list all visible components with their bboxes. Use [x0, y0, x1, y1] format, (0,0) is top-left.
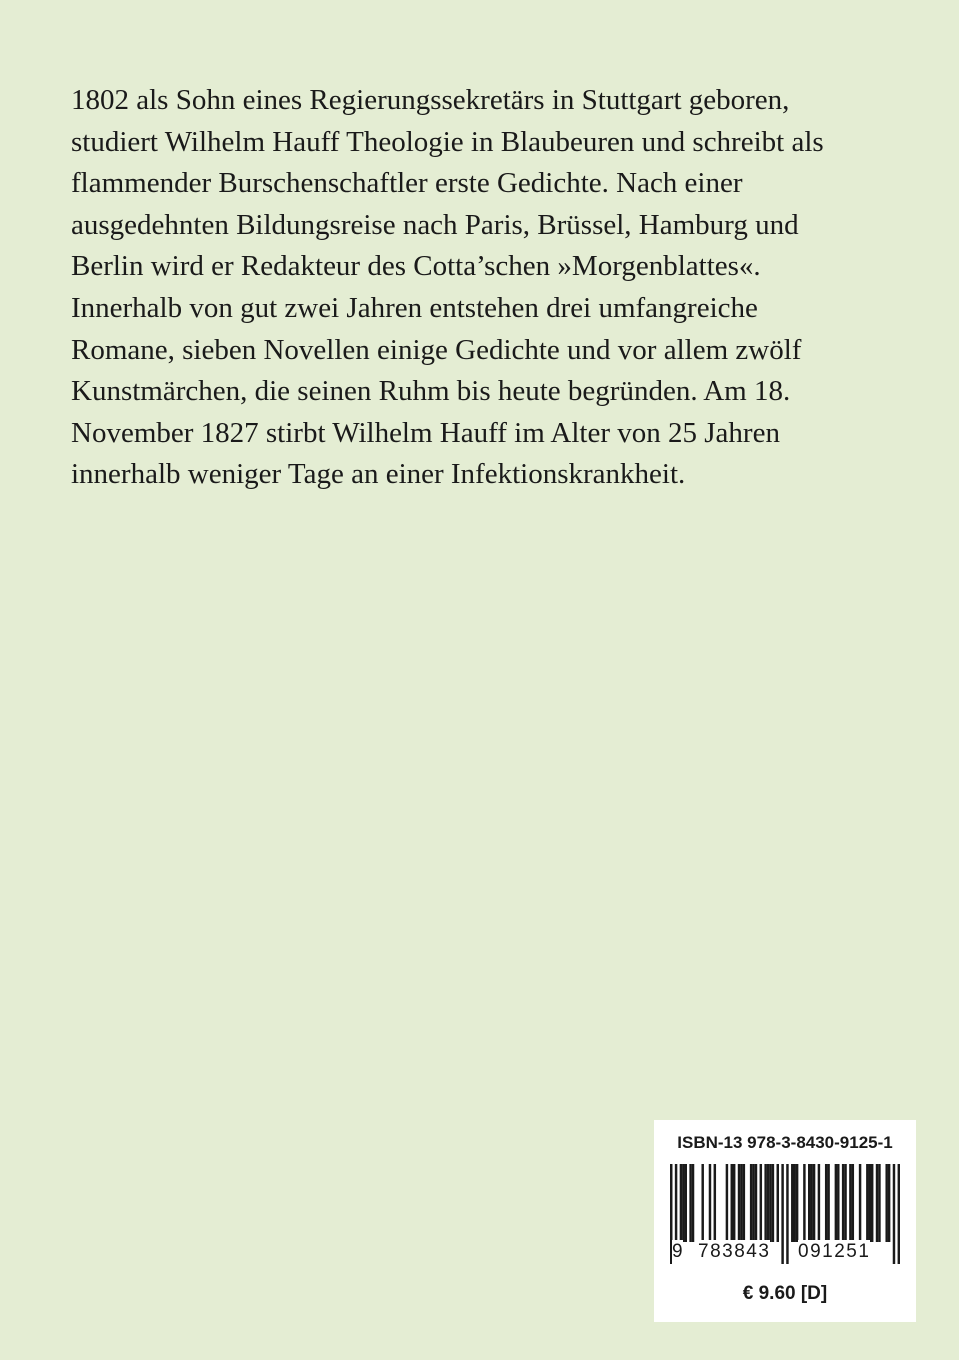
bio-line: 1802 als Sohn eines Regierungssekretärs in Stuttgart geboren,	[71, 84, 790, 116]
barcode-bar	[786, 1164, 788, 1264]
barcode-bar	[871, 1164, 873, 1242]
barcode-bar	[685, 1164, 687, 1242]
bio-line: studiert Wilhelm Hauff Theologie in Blaubeuren und schreibt als	[71, 125, 824, 158]
barcode-bar	[859, 1164, 861, 1242]
bio-line: Kunstmärchen, die seinen Ruhm bis heute begründen. Am 18.	[71, 375, 791, 408]
barcode-bar	[714, 1164, 716, 1242]
barcode-bar	[726, 1164, 728, 1242]
barcode-bar	[750, 1164, 752, 1242]
barcode-bar	[835, 1164, 837, 1242]
barcode-bar	[740, 1164, 742, 1242]
barcode-bar	[869, 1164, 871, 1242]
barcode-bar	[803, 1164, 805, 1242]
author-bio-text	[71, 80, 901, 496]
barcode-bar	[767, 1164, 769, 1242]
barcode-bar	[852, 1164, 854, 1242]
bio-line: ausgedehnten Bildungsreise nach Paris, Brüssel, Hamburg und	[71, 208, 799, 241]
barcode-bar	[769, 1164, 771, 1242]
barcode-bar	[849, 1164, 851, 1242]
barcode-bar	[844, 1164, 846, 1242]
barcode-bar	[888, 1164, 890, 1242]
barcode-bar	[777, 1164, 779, 1242]
barcode-bar	[731, 1164, 733, 1242]
barcode-digits-right: 091251	[798, 1241, 871, 1262]
bio-line: flammender Burschenschaftler erste Gedichte. Nach einer	[71, 167, 743, 200]
price-label: € 9.60 [D]	[742, 1283, 828, 1304]
barcode-bar	[781, 1164, 783, 1264]
barcode-bar	[755, 1164, 757, 1242]
barcode-bar	[764, 1164, 766, 1242]
bio-line: November 1827 stirbt Wilhelm Hauff im Alter von 25 Jahren	[71, 416, 780, 449]
barcode-digits-left: 783843	[698, 1241, 771, 1262]
barcode-bar	[692, 1164, 694, 1242]
barcode-box	[654, 1120, 916, 1322]
barcode-bar	[898, 1164, 900, 1264]
barcode-bar	[760, 1164, 762, 1242]
barcode-bar	[818, 1164, 820, 1242]
barcode-bar	[793, 1164, 795, 1242]
barcode-bar	[842, 1164, 844, 1242]
barcode-bar	[810, 1164, 812, 1242]
barcode-bar	[772, 1164, 774, 1242]
bio-line: Berlin wird er Redakteur des Cotta’schen »Morgenblattes«.	[71, 250, 761, 283]
barcode-bar	[752, 1164, 754, 1242]
barcode-bar	[885, 1164, 887, 1242]
barcode-bar	[808, 1164, 810, 1242]
barcode-bar	[791, 1164, 793, 1242]
barcode-bar	[893, 1164, 895, 1264]
bio-line: Romane, sieben Novellen einige Gedichte und vor allem zwölf	[71, 333, 802, 366]
barcode-bar	[813, 1164, 815, 1242]
barcode-bar	[701, 1164, 703, 1242]
barcode-bar	[796, 1164, 798, 1242]
barcode-bar	[682, 1164, 684, 1242]
barcode-bar	[743, 1164, 745, 1242]
barcode-bar	[689, 1164, 691, 1242]
barcode-bar	[866, 1164, 868, 1242]
isbn-label: ISBN-13 978-3-8430-9125-1	[677, 1133, 893, 1152]
barcode-bar	[738, 1164, 740, 1242]
barcode-bar	[825, 1164, 827, 1242]
bio-line: Innerhalb von gut zwei Jahren entstehen drei umfangreiche	[71, 291, 758, 324]
barcode-bar	[827, 1164, 829, 1242]
barcode-bar	[878, 1164, 880, 1242]
barcode-bar	[733, 1164, 735, 1242]
barcode-bar	[680, 1164, 682, 1242]
barcode-bar	[837, 1164, 839, 1242]
bio-line: innerhalb weniger Tage an einer Infektionskrankheit.	[71, 458, 686, 491]
barcode-digit-lead: 9	[672, 1241, 683, 1262]
barcode-bar	[876, 1164, 878, 1242]
barcode-bar	[709, 1164, 711, 1242]
